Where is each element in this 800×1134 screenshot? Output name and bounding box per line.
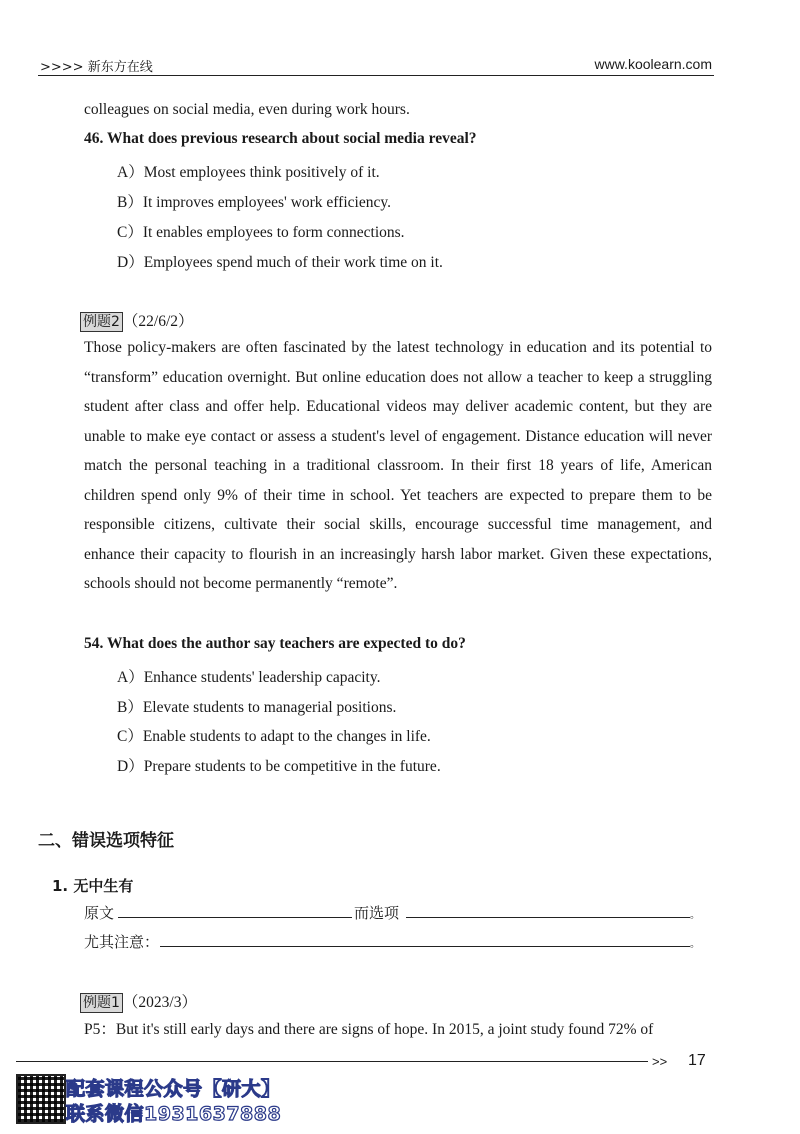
q46-option-c: C）It enables employees to form connections. — [117, 224, 405, 241]
fill-blank-1 — [118, 917, 352, 918]
subsection-title: 1. 无中生有 — [52, 877, 134, 895]
watermark-line-2: 联系微信1931637888 — [66, 1103, 282, 1125]
section-title: 二、错误选项特征 — [38, 831, 174, 851]
example2-source: （22/6/2） — [122, 313, 194, 330]
watermark-line-1: 配套课程公众号【研大】 — [66, 1078, 281, 1100]
fill-label-note: 尤其注意： — [84, 933, 160, 951]
q46-option-b: B）It improves employees' work efficiency. — [117, 194, 391, 211]
q46-option-a: A）Most employees think positively of it. — [117, 164, 380, 181]
passage: Those policy-makers are often fascinated by the latest technology in education and its potential to “transform” education overnight. But online education does not allow a teacher to keep a struggling student after class and offer help. Educational videos may deliver academic content, but they are unable to make eye contact or assess a student's level of engagement. Distance education will never match the personal teaching in a traditional classroom. In their first 18 years of life, American children spend only 9% of their time in school. Yet teachers are expected to prepare them to be responsible citizens, cultivate their social skills, encourage successful time management, and enhance their capacity to flourish in an increasingly harsh labor market. Given these expectations, schools should not become permanently “remote”. — [84, 339, 712, 592]
header-url: www.koolearn.com — [594, 56, 712, 72]
example1-source: （2023/3） — [122, 994, 197, 1011]
example2-heading — [80, 309, 194, 332]
question-54: 54. What does the author say teachers are expected to do? — [84, 635, 466, 652]
example1-tag: 例题1 — [80, 993, 123, 1013]
example2-tag: 例题2 — [80, 312, 123, 332]
footer-rule — [16, 1061, 648, 1062]
example1-heading — [80, 990, 197, 1013]
fill-blank-3 — [160, 946, 690, 947]
header-left: >>>> 新东方在线 — [40, 60, 153, 75]
q46-option-d: D）Employees spend much of their work time on it. — [117, 254, 443, 271]
question-46: 46. What does previous research about social media reveal? — [84, 130, 477, 147]
fill-label-original: 原文 — [84, 904, 115, 922]
fill-end-2: 。 — [690, 939, 700, 950]
qr-code-icon — [16, 1074, 66, 1124]
footer-arrows: >> — [652, 1054, 668, 1069]
intro-line: colleagues on social media, even during work hours. — [84, 101, 410, 118]
p5-line: P5：But it's still early days and there are signs of hope. In 2015, a joint study found 72% of — [84, 1021, 654, 1038]
header-rule — [38, 75, 714, 76]
q54-option-b: B）Elevate students to managerial positions. — [117, 699, 397, 716]
page-number: 17 — [688, 1052, 706, 1069]
fill-end-1: 。 — [690, 910, 700, 921]
q54-option-d: D）Prepare students to be competitive in the future. — [117, 758, 441, 775]
q54-option-c: C）Enable students to adapt to the changes in life. — [117, 728, 431, 745]
fill-blank-2 — [406, 917, 690, 918]
q54-option-a: A）Enhance students' leadership capacity. — [117, 669, 381, 686]
fill-label-option: 而选项 — [354, 904, 400, 922]
